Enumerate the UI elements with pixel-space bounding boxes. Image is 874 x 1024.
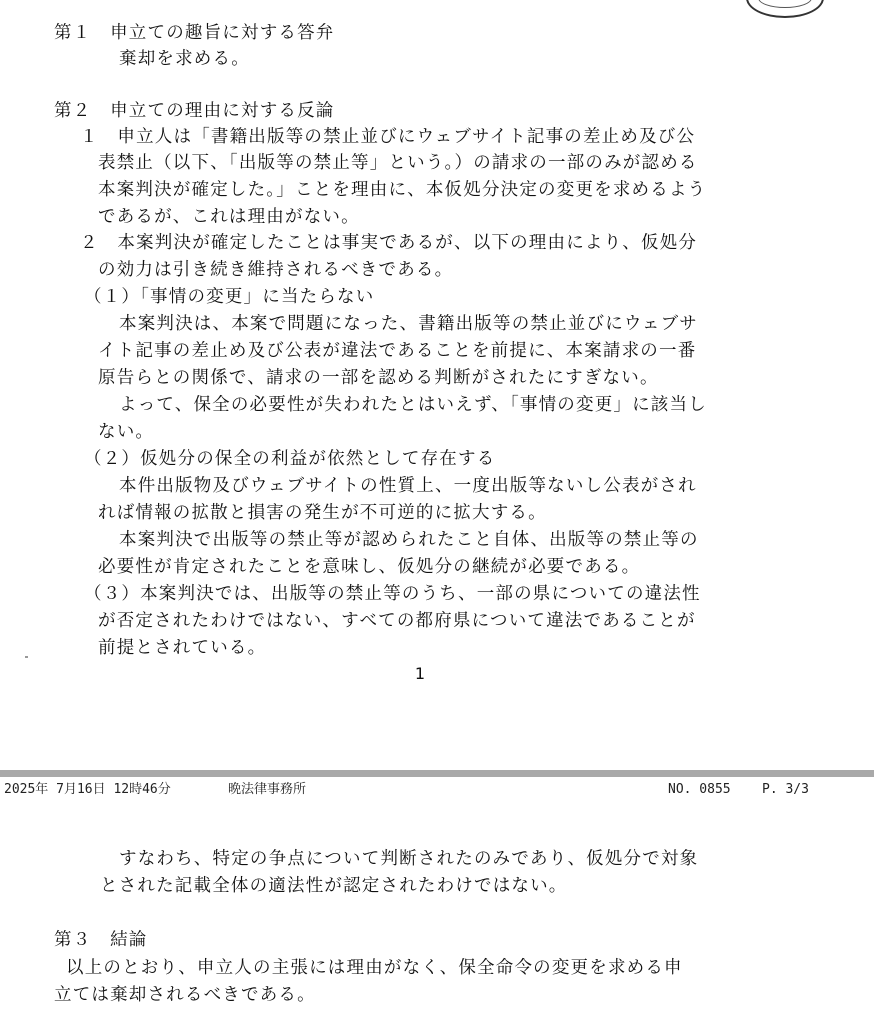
text-line: 本案判決で出版等の禁止等が認められたこと自体、出版等の禁止等の xyxy=(119,530,699,550)
text-line: 表禁止（以下、「出版等の禁止等」という。）の請求の一部のみが認める xyxy=(98,153,698,173)
section-heading-3: 第３ 結論 xyxy=(54,930,148,950)
fax-number: NO. 0855 xyxy=(668,782,731,797)
text-line: すなわち、特定の争点について判断されたのみであり、仮処分で対象 xyxy=(119,849,699,869)
seal-stamp xyxy=(746,0,824,18)
page-gap xyxy=(0,686,874,770)
text-line: 棄却を求める。 xyxy=(119,49,250,69)
text-line: 本案判決は、本案で問題になった、書籍出版等の禁止並びにウェブサ xyxy=(119,314,698,334)
page-divider xyxy=(0,770,874,777)
text-line: 前提とされている。 xyxy=(98,638,267,658)
page-number: 1 xyxy=(414,664,426,683)
text-line: 本件出版物及びウェブサイトの性質上、一度出版等ないし公表がされ xyxy=(119,476,697,496)
text-line: の効力は引き続き維持されるべきである。 xyxy=(98,260,454,280)
subsection-heading: （３）本案判決では、出版等の禁止等のうち、一部の県についての違法性 xyxy=(84,584,701,604)
text-line: が否定されたわけではない、すべての都府県について違法であることが xyxy=(98,611,696,631)
text-line: とされた記載全体の適法性が認定されたわけではない。 xyxy=(100,876,568,896)
section-heading-2: 第２ 申立ての理由に対する反論 xyxy=(54,101,335,121)
scan-speck xyxy=(25,656,28,658)
text-line: 以上のとおり、申立人の主張には理由がなく、保全命令の変更を求める申 xyxy=(66,958,683,978)
text-line: 立ては棄却されるべきである。 xyxy=(54,985,316,1005)
text-line: １ 申立人は「書籍出版等の禁止並びにウェブサイト記事の差止め及び公 xyxy=(80,127,696,147)
subsection-heading: （２）仮処分の保全の利益が依然として存在する xyxy=(84,449,496,469)
fax-datetime: 2025年 7月16日 12時46分 xyxy=(4,782,171,797)
section-heading-1: 第１ 申立ての趣旨に対する答弁 xyxy=(54,23,335,43)
text-line: ない。 xyxy=(98,422,155,442)
fax-page: P. 3/3 xyxy=(762,782,809,797)
subsection-heading: （１）「事情の変更」に当たらない xyxy=(84,287,375,307)
text-line: 必要性が肯定されたことを意味し、仮処分の継続が必要である。 xyxy=(98,557,641,577)
fax-sender: 晩法律事務所 xyxy=(228,782,307,797)
text-line: 本案判決が確定した。」ことを理由に、本仮処分決定の変更を求めるよう xyxy=(98,180,707,200)
text-line: ２ 本案判決が確定したことは事実であるが、以下の理由により、仮処分 xyxy=(80,233,698,253)
text-line: 原告らとの関係で、請求の一部を認める判断がされたにすぎない。 xyxy=(98,368,659,388)
text-line: イト記事の差止め及び公表が違法であることを前提に、本案請求の一番 xyxy=(98,341,697,361)
text-line: れば情報の拡散と損害の発生が不可逆的に拡大する。 xyxy=(98,503,547,523)
text-line: であるが、これは理由がない。 xyxy=(98,207,360,227)
text-line: よって、保全の必要性が失われたとはいえず、「事情の変更」に該当し xyxy=(119,395,707,415)
